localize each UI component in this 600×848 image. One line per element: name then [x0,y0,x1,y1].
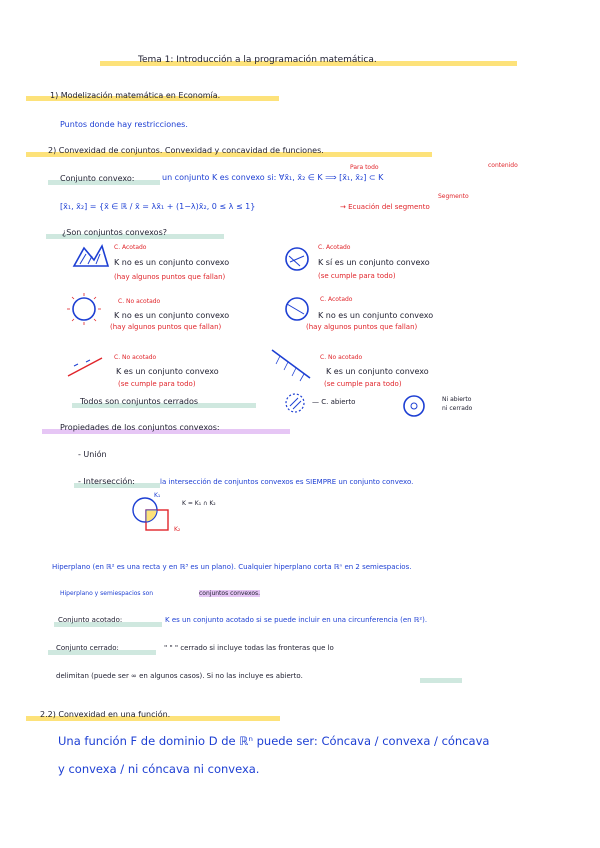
ex1-line2: (hay algunos puntos que fallan) [114,273,226,281]
ex4-tag: C. Acotado [320,296,353,303]
shape-6 [270,348,314,382]
s3-line2: y convexa / ni cóncava ni convexa. [58,762,260,776]
closed-note: Todos son conjuntos cerrados [80,397,199,406]
ex6-line2: (se cumple para todo) [324,380,402,388]
section-3-heading: 2.2) Convexidad en una función. [40,710,171,719]
ex6-tag: C. No acotado [320,354,363,361]
ex1-line1: K no es un conjunto convexo [114,258,230,267]
k-formula: K = K₁ ∩ K₂ [182,500,216,507]
ex4-line2: (hay algunos puntos que fallan) [306,323,418,331]
inter-text: la intersección de conjuntos convexos es SIEMPRE un conjunto convexo. [160,478,414,486]
ex6-line1: K es un conjunto convexo [326,367,429,376]
acotado-text: K es un conjunto acotado si se puede incluir en una circunferencia (en ℝ²). [165,616,428,624]
neither-set-icon [402,394,428,418]
s1-note: Puntos donde hay restricciones. [60,120,188,129]
union: - Unión [78,450,107,459]
hyper-note-b: conjuntos convexos. [199,590,261,597]
ann-para-todo: Para todo [350,164,379,171]
def-label: Conjunto convexo: [60,174,135,183]
inter-label: - Intersección: [78,477,135,486]
abierto-highlight [420,678,462,683]
hyper-note-a: Hiperplano y semiespacios son [60,590,154,597]
ex4-line1: K no es un conjunto convexo [318,311,434,320]
ex5-tag: C. No acotado [114,354,157,361]
intersection-diagram [128,494,181,534]
open-set-icon [284,392,308,414]
ex1-tag: C. Acotado [114,244,147,251]
ann-segmento: Segmento [438,193,469,200]
shape-5 [66,352,106,380]
ex3-line1: K no es un conjunto convexo [114,311,230,320]
segment-equation: [x̄₁, x̄₂] = {x̄ ∈ ℝ / x̄ = λx̄₁ + (1−λ)x̄₂, 0 ≤ λ ≤ 1} [60,202,256,211]
k1-label: K₁ [154,492,161,499]
props-heading: Propiedades de los conjuntos convexos: [60,423,220,432]
k2-label: K₂ [174,526,181,533]
cerrado-label: Conjunto cerrado: [56,644,119,652]
ex2-line1: K sí es un conjunto convexo [318,258,430,267]
ex3-tag: C. No acotado [118,298,161,305]
ex2-line2: (se cumple para todo) [318,272,396,280]
ex3-line2: (hay algunos puntos que fallan) [110,323,222,331]
cerrado-text-2: delimitan (puede ser ∞ en algunos casos). Si no las incluye es abierto. [56,672,303,680]
shape-1 [72,242,112,272]
s3-line1: Una función F de dominio D de ℝⁿ puede ser: Cóncava / convexa / cóncava [58,734,490,748]
question: ¿Son conjuntos convexos? [62,228,167,237]
hyper-text: Hiperplano (en ℝ² es una recta y en ℝ³ es un plano). Cualquier hiperplano corta ℝⁿ en 2 semiespacios. [52,563,412,571]
page-title: Tema 1: Introducción a la programación matemática. [138,55,377,65]
ni-cerrado: ni cerrado [442,405,473,412]
shape-3 [64,292,104,328]
ex5-line2: (se cumple para todo) [118,380,196,388]
section-1-heading: 1) Modelización matemática en Economía. [50,91,221,100]
ni-abierto: Ni abierto [442,396,472,403]
shape-4 [284,296,314,326]
c-abierto-label: — C. abierto [312,398,356,406]
ann-contenido: contenido [488,162,518,169]
ann-ecuacion: → Ecuación del segmento [340,203,430,211]
cerrado-text: " " " cerrado si incluye todas las fronteras que lo [164,644,334,652]
ex5-line1: K es un conjunto convexo [116,367,219,376]
shape-2 [284,246,314,276]
def-text: un conjunto K es convexo si: ∀x̄₁, x̄₂ ∈ K ⟹ [x̄₁, x̄₂] ⊂ K [162,173,384,182]
acotado-label: Conjunto acotado: [58,616,123,624]
section-2-heading: 2) Convexidad de conjuntos. Convexidad y concavidad de funciones. [48,146,324,155]
ex2-tag: C. Acotado [318,244,351,251]
